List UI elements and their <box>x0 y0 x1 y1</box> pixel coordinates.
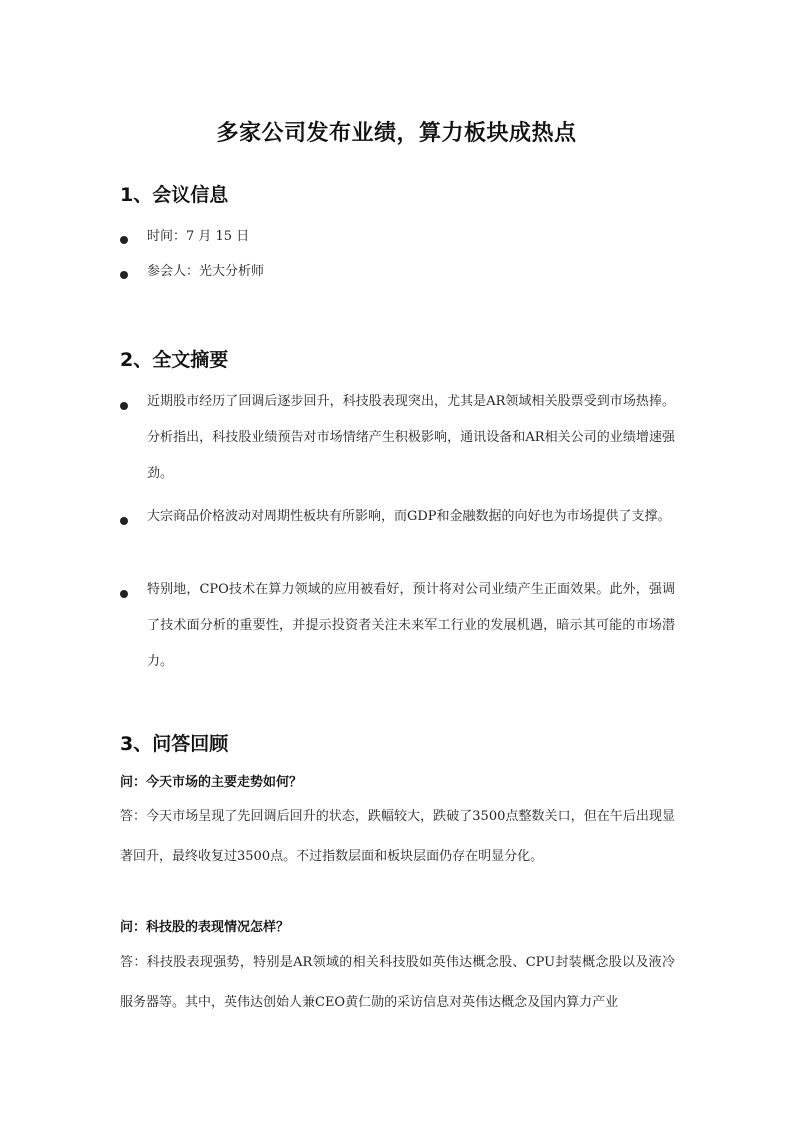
list-item <box>120 265 675 282</box>
list-item <box>120 584 675 680</box>
bullet-icon <box>120 271 128 279</box>
summary-paragraph: 近期股市经历了回调后逐步回升，科技股表现突出，尤其是AR领域相关股票受到市场热捧。分析指出，科技股业绩预告对市场情绪产生积极影响，通讯设备和AR相关公司的业绩增速强劲。 <box>147 394 675 481</box>
document-title: 多家公司发布业绩，算力板块成热点 <box>216 121 577 146</box>
meeting-time: 时间：7 月 15 日 <box>147 229 250 244</box>
section-heading-qa: 3、问答回顾 <box>120 733 229 755</box>
summary-paragraph: 特别地，CPO技术在算力领域的应用被看好，预计将对公司业绩产生正面效果。此外，强调了技术面分析的重要性，并提示投资者关注未来军工行业的发展机遇，暗示其可能的市场潜力。 <box>147 582 675 669</box>
meeting-participants: 参会人：光大分析师 <box>147 264 265 279</box>
question: 问：今天市场的主要走势如何？ <box>120 775 303 790</box>
list-item <box>120 230 675 247</box>
list-item <box>120 511 675 535</box>
bullet-icon <box>120 236 128 244</box>
bullet-icon <box>120 590 128 598</box>
question: 问：科技股的表现情况怎样？ <box>120 920 290 935</box>
bullet-icon <box>120 517 128 525</box>
answer: 答：今天市场呈现了先回调后回升的状态，跌幅较大，跌破了3500点整数关口，但在午后出现显著回升，最终收复过3500点。不过指数层面和板块层面仍存在明显分化。 <box>120 809 675 864</box>
section-heading-meeting-info: 1、会议信息 <box>120 184 229 206</box>
section-heading-summary: 2、全文摘要 <box>120 349 229 371</box>
answer: 答：科技股表现强势，特别是AR领域的相关科技股如英伟达概念股、CPU封装概念股以及液冷服务器等。其中，英伟达创始人兼CEO黄仁勋的采访信息对英伟达概念及国内算力产业 <box>120 955 675 1010</box>
list-item <box>120 396 675 492</box>
summary-paragraph: 大宗商品价格波动对周期性板块有所影响，而GDP和金融数据的向好也为市场提供了支撑。 <box>147 509 671 524</box>
bullet-icon <box>120 402 128 410</box>
